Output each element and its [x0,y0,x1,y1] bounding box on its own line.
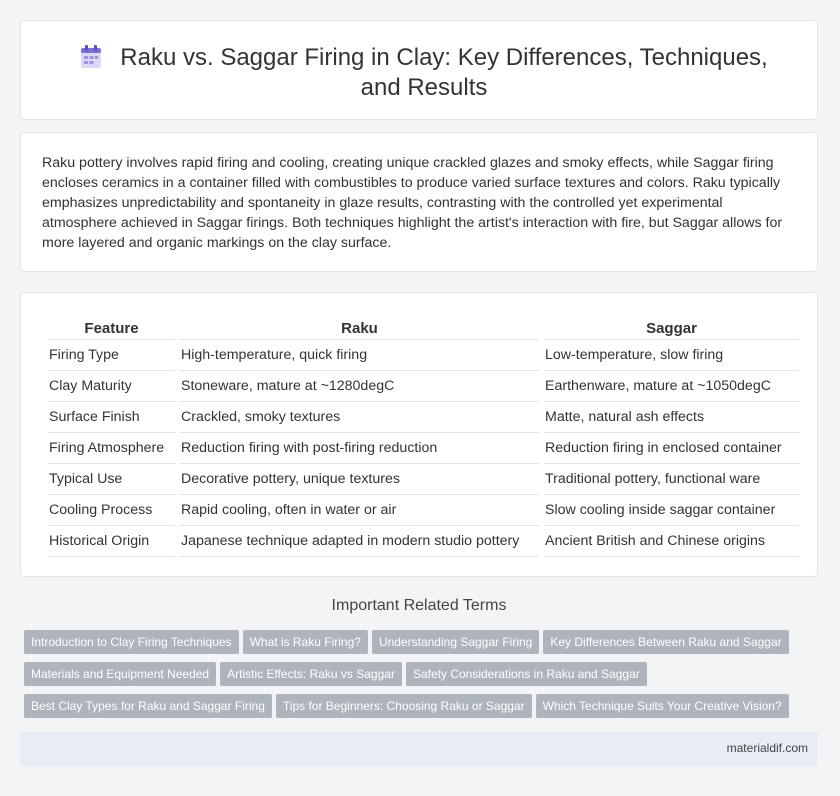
cell-saggar: Matte, natural ash effects [544,402,799,433]
cell-saggar: Earthenware, mature at ~1050degC [544,371,799,402]
related-term-tag[interactable]: Best Clay Types for Raku and Saggar Firing [24,694,272,718]
comparison-card [20,292,818,577]
table-row [48,433,799,464]
cell-saggar: Slow cooling inside saggar container [544,495,799,526]
cell-saggar: Reduction firing in enclosed container [544,433,799,464]
related-terms-list [24,630,814,726]
cell-feature: Surface Finish [48,402,175,433]
related-term-tag[interactable]: Understanding Saggar Firing [372,630,539,654]
related-term-tag[interactable]: Artistic Effects: Raku vs Saggar [220,662,402,686]
page-title: Raku vs. Saggar Firing in Clay: Key Differences, Techniques, and Results [120,44,768,101]
cell-raku: Rapid cooling, often in water or air [180,495,539,526]
cell-feature: Historical Origin [48,526,175,557]
related-term-tag[interactable]: Safety Considerations in Raku and Saggar [406,662,647,686]
comparison-table [43,315,804,557]
intro-paragraph: Raku pottery involves rapid firing and cooling, creating unique crackled glazes and smoky effects, while Saggar firing encloses ceramics in a container filled with combustibles to produce varied surface textures and colors. Raku typically emphasizes unpredictability and spontaneity in glaze results, contrasting with the controlled yet experimental atmosphere achieved in Saggar firings. Both techniques highlight the artist's interaction with fire, but Saggar allows for more layered and organic markings on the clay surface. [42,155,783,251]
cell-raku: Reduction firing with post-firing reduction [180,433,539,464]
cell-feature: Firing Type [48,340,175,371]
tag-row [24,694,814,726]
footer-site-link[interactable]: materialdif.com [726,741,808,755]
cell-raku: Stoneware, mature at ~1280degC [180,371,539,402]
cell-saggar: Traditional pottery, functional ware [544,464,799,495]
tag-row [24,630,814,662]
table-row [48,371,799,402]
related-term-tag[interactable]: Introduction to Clay Firing Techniques [24,630,239,654]
header-card [20,20,818,120]
related-terms-title: Important Related Terms [331,597,507,614]
cell-raku: High-temperature, quick firing [180,340,539,371]
related-term-tag[interactable]: Which Technique Suits Your Creative Vision? [536,694,789,718]
header-feature: Feature [48,315,175,340]
cell-raku: Decorative pottery, unique textures [180,464,539,495]
cell-raku: Crackled, smoky textures [180,402,539,433]
table-row [48,340,799,371]
cell-feature: Clay Maturity [48,371,175,402]
document-icon [80,45,102,69]
related-term-tag[interactable]: Tips for Beginners: Choosing Raku or Saggar [276,694,532,718]
intro-card [20,132,818,272]
header-saggar: Saggar [544,315,799,340]
header-raku: Raku [180,315,539,340]
related-term-tag[interactable]: Key Differences Between Raku and Saggar [543,630,788,654]
footer-bar [20,732,818,766]
related-term-tag[interactable]: What is Raku Firing? [243,630,368,654]
page-title-row [61,43,787,103]
related-term-tag[interactable]: Materials and Equipment Needed [24,662,216,686]
table-row [48,402,799,433]
cell-saggar: Low-temperature, slow firing [544,340,799,371]
cell-raku: Japanese technique adapted in modern studio pottery [180,526,539,557]
tag-row [24,662,814,694]
cell-feature: Cooling Process [48,495,175,526]
cell-feature: Firing Atmosphere [48,433,175,464]
table-row [48,464,799,495]
table-row [48,495,799,526]
cell-feature: Typical Use [48,464,175,495]
table-header-row [48,315,799,340]
table-row [48,526,799,557]
cell-saggar: Ancient British and Chinese origins [544,526,799,557]
